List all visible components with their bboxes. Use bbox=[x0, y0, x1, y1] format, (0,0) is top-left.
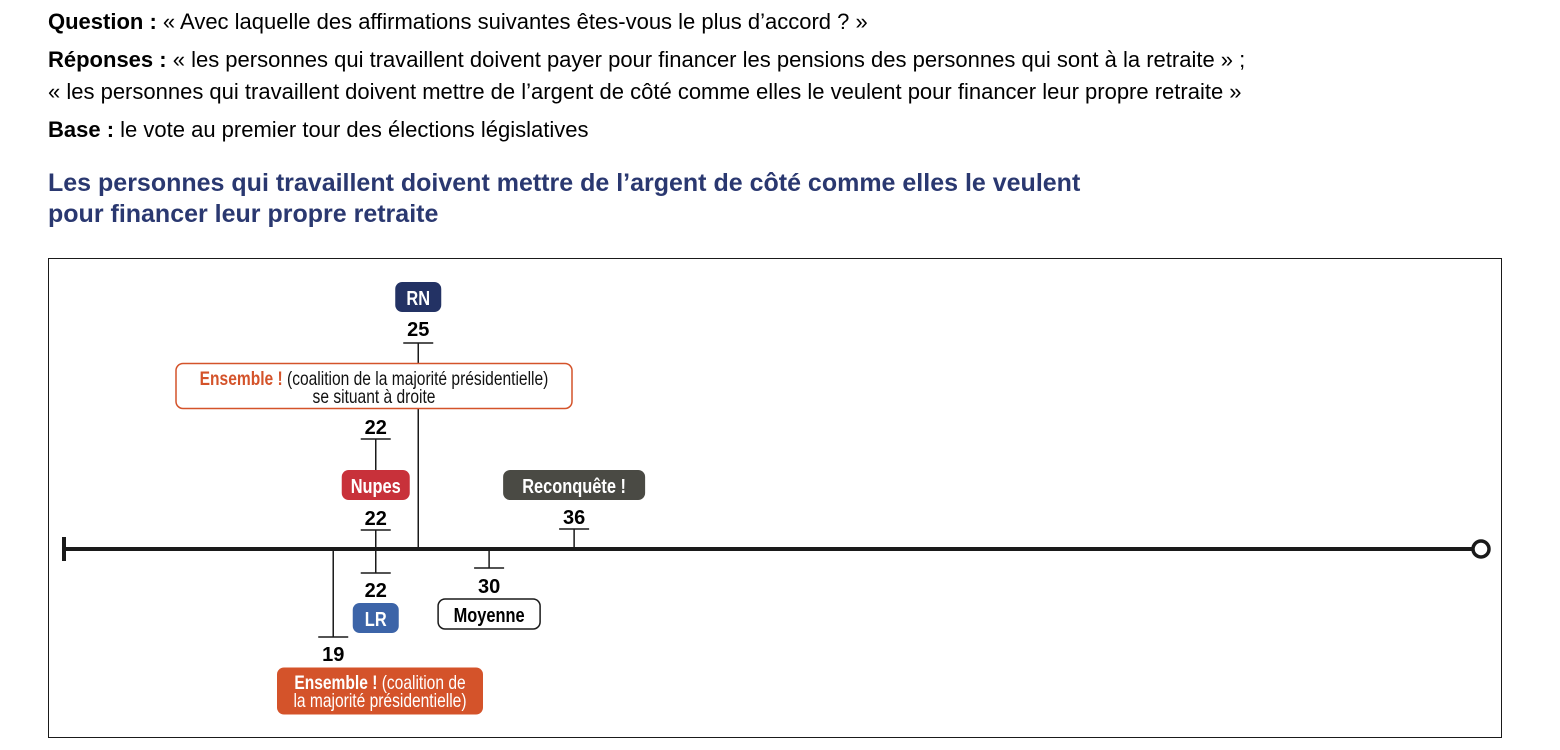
moyenne-badge-label: Moyenne bbox=[453, 603, 525, 627]
answers-line-1 bbox=[48, 44, 1528, 76]
answers-text-2: « les personnes qui travaillent doivent mettre de l’argent de côté comme elles le veulent pour financer leur propre retraite » bbox=[48, 79, 1242, 104]
base-line bbox=[48, 114, 1528, 146]
ensemble-value-label: 19 bbox=[322, 644, 345, 666]
lr-badge-label: LR bbox=[364, 607, 387, 631]
chart-frame bbox=[48, 258, 1502, 738]
rn-badge-label: RN bbox=[406, 286, 431, 310]
base-text: le vote au premier tour des élections législatives bbox=[120, 117, 589, 142]
chart-title-line-2: pour financer leur propre retraite bbox=[48, 200, 439, 228]
lr-value-label: 22 bbox=[364, 580, 387, 602]
reconquete-value-label: 36 bbox=[562, 507, 586, 529]
chart-title bbox=[48, 168, 1448, 230]
rn-value-label: 25 bbox=[407, 319, 430, 341]
reconquete-badge-label: Reconquête ! bbox=[522, 474, 626, 498]
question-header bbox=[48, 6, 1528, 146]
axis-end-circle bbox=[1473, 541, 1489, 557]
answers-text-1: « les personnes qui travaillent doivent payer pour financer les pensions des personnes qui sont à la retraite » ; bbox=[172, 47, 1246, 72]
position-scale-chart bbox=[49, 259, 1503, 739]
ensemble-badge-label-line1: Ensemble ! (coalition de bbox=[294, 671, 466, 694]
ensemble-badge-label-line2: la majorité présidentielle) bbox=[293, 689, 467, 712]
ensemble-droite-label-line2: se situant à droite bbox=[312, 385, 436, 408]
ensemble-droite-label-line1: Ensemble ! (coalition de la majorité présidentielle) bbox=[199, 367, 549, 390]
answers-label: Réponses : bbox=[48, 47, 167, 72]
moyenne-value-label: 30 bbox=[477, 576, 501, 598]
nupes-value-label: 22 bbox=[364, 508, 387, 530]
chart-title-line-1: Les personnes qui travaillent doivent mettre de l’argent de côté comme elles le veulent bbox=[48, 169, 1081, 197]
question-line bbox=[48, 6, 1528, 38]
nupes-badge-label: Nupes bbox=[350, 474, 401, 498]
question-text: « Avec laquelle des affirmations suivantes êtes-vous le plus d’accord ? » bbox=[162, 9, 868, 34]
ensemble-droite-value-label: 22 bbox=[364, 417, 387, 439]
question-label: Question : bbox=[48, 9, 157, 34]
base-label: Base : bbox=[48, 117, 115, 142]
answers-line-2 bbox=[48, 76, 1528, 108]
